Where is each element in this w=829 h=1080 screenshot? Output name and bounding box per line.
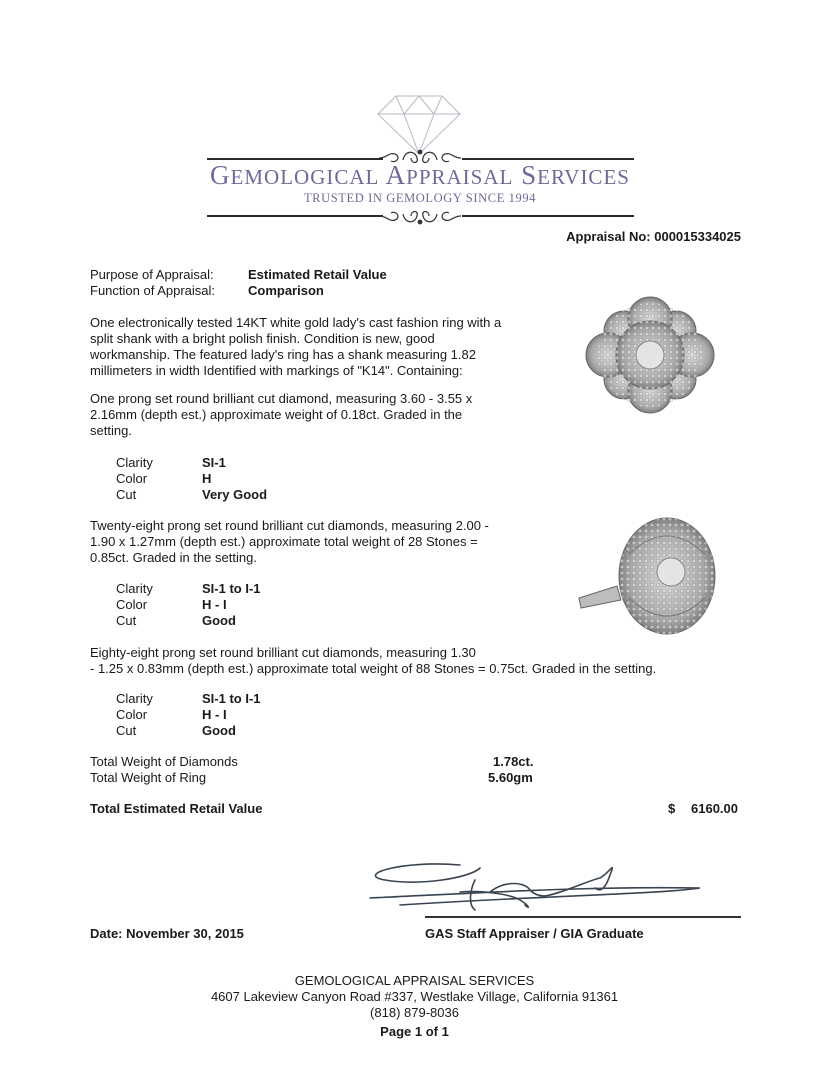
page-number: Page 1 of 1 <box>380 1024 449 1039</box>
header-bottom-rule <box>207 215 383 217</box>
total-diamond-weight-label: Total Weight of Diamonds <box>90 754 238 769</box>
appraiser-signature <box>360 850 720 920</box>
footer-company: GEMOLOGICAL APPRAISAL SERVICES <box>294 973 535 988</box>
footer-address: 4607 Lakeview Canyon Road #337, Westlake Village, California 91361 <box>210 989 619 1004</box>
total-ring-weight-label: Total Weight of Ring <box>90 770 207 785</box>
total-retail-value: 6160.00 <box>691 801 738 816</box>
currency-symbol: $ <box>668 801 676 816</box>
stone-2-color: Color H - I <box>116 597 227 612</box>
stone-3-color: Color H - I <box>116 707 227 722</box>
diamond-icon <box>376 94 462 156</box>
purpose-value: Estimated Retail Value <box>248 267 387 282</box>
stone-2-cut: Cut Good <box>116 613 236 628</box>
appraisal-date: Date: November 30, 2015 <box>90 926 244 941</box>
footer-phone: (818) 879-8036 <box>370 1005 459 1020</box>
company-name-logo: GEMOLOGICAL APPRAISAL SERVICES <box>210 160 630 190</box>
stone-1-description: One prong set round brilliant cut diamond, measuring 3.60 - 3.55 x 2.16mm (depth est.) approximate weight of 0.18ct. Graded in the setting. <box>90 391 473 438</box>
stone-2-clarity: Clarity SI-1 to I-1 <box>116 581 261 596</box>
function-label: Function of Appraisal: <box>90 283 216 298</box>
flourish-ornament-icon <box>377 206 463 226</box>
stone-3-clarity: Clarity SI-1 to I-1 <box>116 691 261 706</box>
total-ring-weight-value: 5.60gm <box>488 770 533 785</box>
ring-description: One electronically tested 14KT white gold lady's cast fashion ring with a split shank with a bright polish finish. Condition is new, good workmanship. The featured lady's ring has a shank measuring 1.82 millimeters in width Identified with markings of "K14". Containing: <box>90 315 502 378</box>
purpose-label: Purpose of Appraisal: <box>90 267 214 282</box>
signature-title: GAS Staff Appraiser / GIA Graduate <box>425 926 644 941</box>
total-retail-value-label: Total Estimated Retail Value <box>90 801 263 816</box>
stone-3-description <box>90 645 656 677</box>
appraisal-number: Appraisal No: 000015334025 <box>566 229 741 244</box>
function-value: Comparison <box>248 283 324 298</box>
stone-3-cut: Cut Good <box>116 723 236 738</box>
stone-1-cut: Cut Very Good <box>116 487 268 502</box>
header-bottom-rule <box>462 215 634 217</box>
ring-side-view-image <box>577 508 723 643</box>
signature-line <box>425 916 741 918</box>
total-diamond-weight-value: 1.78ct. <box>493 754 534 769</box>
stone-1-color: Color H <box>116 471 212 486</box>
stone-2-description: Twenty-eight prong set round brilliant cut diamonds, measuring 2.00 - 1.90 x 1.27mm (depth est.) approximate total weight of 28 Stones = 0.85ct. Graded in the setting. <box>90 518 489 565</box>
ring-top-view-image <box>577 292 723 422</box>
stone-3-description-line-2: - 1.25 x 0.83mm (depth est.) approximate total weight of 88 Stones = 0.75ct. Graded in the setting. <box>90 661 657 676</box>
stone-3-description-line-1: Eighty-eight prong set round brilliant cut diamonds, measuring 1.30 <box>90 645 476 660</box>
stone-1-clarity: Clarity SI-1 <box>116 455 226 470</box>
company-tagline: TRUSTED IN GEMOLOGY SINCE 1994 <box>303 191 537 205</box>
